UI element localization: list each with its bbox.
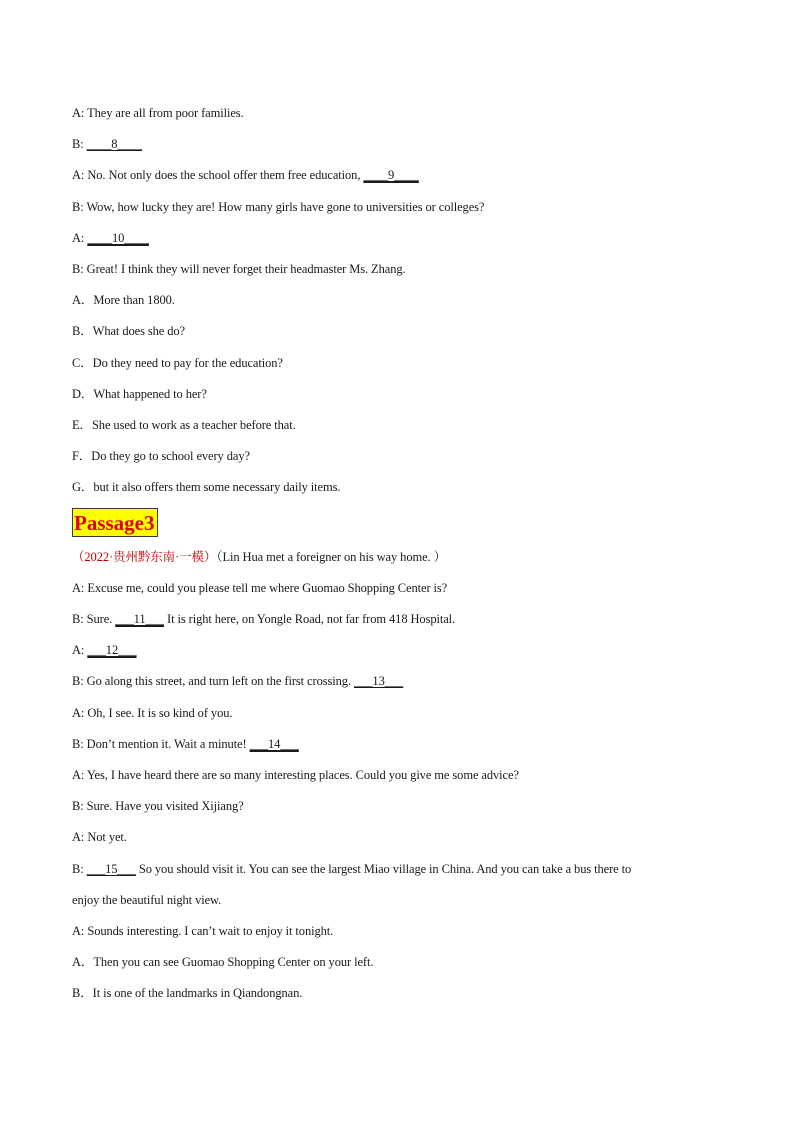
option-text: What does she do? xyxy=(92,324,186,339)
answer-blank-9: ____9____ xyxy=(363,168,419,183)
dialogue-line xyxy=(72,573,732,604)
option-letter: G． xyxy=(72,480,94,495)
option-text: What happened to her? xyxy=(93,386,207,401)
answer-blank-12: ___12___ xyxy=(87,643,137,658)
dialogue-text: No. Not only does the school offer them free education, xyxy=(87,168,364,183)
dialogue-text: Oh, I see. It is so kind of you. xyxy=(87,705,233,720)
option-item xyxy=(72,348,732,379)
answer-blank-10: ____10____ xyxy=(87,230,149,245)
option-item xyxy=(72,316,732,347)
dialogue-line xyxy=(72,254,732,285)
dialogue-text: Sounds interesting. I can’t wait to enjoy it tonight. xyxy=(87,924,334,939)
dialogue-line xyxy=(72,916,732,947)
answer-blank-15: ___15___ xyxy=(86,861,136,876)
dialogue-text: Don’t mention it. Wait a minute! xyxy=(86,736,250,751)
speaker-label: B: xyxy=(72,137,84,152)
option-item xyxy=(72,978,732,1009)
option-letter: D． xyxy=(72,386,94,401)
dialogue-text: Not yet. xyxy=(87,830,127,845)
dialogue-text: Go along this street, and turn left on the first crossing. xyxy=(86,674,354,689)
speaker-label: B: xyxy=(72,674,84,689)
option-letter: E． xyxy=(72,418,92,433)
speaker-label: B: xyxy=(72,199,84,214)
dialogue-line xyxy=(72,98,732,129)
dialogue-text: Excuse me, could you please tell me where Guomao Shopping Center is? xyxy=(87,580,448,595)
option-item xyxy=(72,441,732,472)
speaker-label: A: xyxy=(72,768,85,783)
option-item xyxy=(72,947,732,978)
option-text: It is one of the landmarks in Qiandongnan. xyxy=(92,986,303,1001)
dialogue-text: Sure. Have you visited Xijiang? xyxy=(86,799,244,814)
dialogue-line xyxy=(72,666,732,697)
dialogue-line xyxy=(72,729,732,760)
speaker-label: A: xyxy=(72,924,85,939)
answer-blank-11: ___11___ xyxy=(115,612,164,627)
dialogue-line xyxy=(72,822,732,853)
speaker-label: B: xyxy=(72,736,84,751)
dialogue-text: They are all from poor families. xyxy=(87,106,244,120)
dialogue-line xyxy=(72,698,732,729)
option-item xyxy=(72,472,732,503)
dialogue-line xyxy=(72,760,732,791)
speaker-label: A: xyxy=(72,705,85,720)
option-item xyxy=(72,379,732,410)
speaker-label: B: xyxy=(72,799,84,814)
option-item xyxy=(72,410,732,441)
document-page xyxy=(72,98,732,1010)
speaker-label: A: xyxy=(72,830,85,845)
speaker-label: B: xyxy=(72,612,84,627)
speaker-label: A: xyxy=(72,580,85,595)
speaker-label: B: xyxy=(72,262,84,277)
option-letter: B． xyxy=(72,324,93,339)
speaker-label: A: xyxy=(72,168,85,183)
dialogue-text: Wow, how lucky they are! How many girls have gone to universities or colleges? xyxy=(86,199,485,214)
option-letter: B． xyxy=(72,986,93,1001)
dialogue-text: It is right here, on Yongle Road, not far from 418 Hospital. xyxy=(163,612,456,627)
option-item xyxy=(72,285,732,316)
option-letter: C． xyxy=(72,355,93,370)
option-letter: A． xyxy=(72,293,94,308)
option-text: More than 1800. xyxy=(93,293,175,308)
passage-source-line xyxy=(72,542,732,573)
option-letter: A． xyxy=(72,955,94,970)
dialogue-line xyxy=(72,192,732,223)
dialogue-line xyxy=(72,223,732,254)
passage-title: Passage3 xyxy=(72,508,158,537)
option-letter: F． xyxy=(72,449,92,464)
option-text: Do they go to school every day? xyxy=(91,449,250,464)
dialogue-text: Great! I think they will never forget their headmaster Ms. Zhang. xyxy=(86,262,406,277)
option-text: Do they need to pay for the education? xyxy=(92,355,283,370)
speaker-label: B: xyxy=(72,861,84,876)
option-text: She used to work as a teacher before that. xyxy=(91,418,296,433)
dialogue-line xyxy=(72,604,732,635)
dialogue-line xyxy=(72,160,732,191)
dialogue-text: So you should visit it. You can see the largest Miao village in China. And you can take a bus there to xyxy=(135,861,632,876)
answer-blank-8: ____8____ xyxy=(86,137,143,152)
dialogue-line xyxy=(72,129,732,160)
dialogue-line-continuation xyxy=(72,885,732,916)
passage-note: （Lin Hua met a foreigner on his way home. ） xyxy=(216,549,446,564)
passage-source: （2022·贵州黔东南·一模） xyxy=(72,549,217,564)
speaker-label: A: xyxy=(72,643,85,658)
option-text: Then you can see Guomao Shopping Center on your left. xyxy=(93,955,374,970)
answer-blank-13: ___13___ xyxy=(353,674,404,689)
dialogue-line xyxy=(72,854,732,885)
option-text: but it also offers them some necessary daily items. xyxy=(93,480,341,495)
speaker-label: A: xyxy=(72,230,85,245)
dialogue-text: Yes, I have heard there are so many interesting places. Could you give me some advice? xyxy=(86,768,519,783)
answer-blank-14: ___14___ xyxy=(249,736,299,751)
dialogue-text: Sure. xyxy=(86,612,116,627)
speaker-label: A: xyxy=(72,106,85,120)
dialogue-line xyxy=(72,635,732,666)
dialogue-line xyxy=(72,791,732,822)
passage-heading-row xyxy=(72,504,732,542)
dialogue-text: enjoy the beautiful night view. xyxy=(72,892,222,907)
